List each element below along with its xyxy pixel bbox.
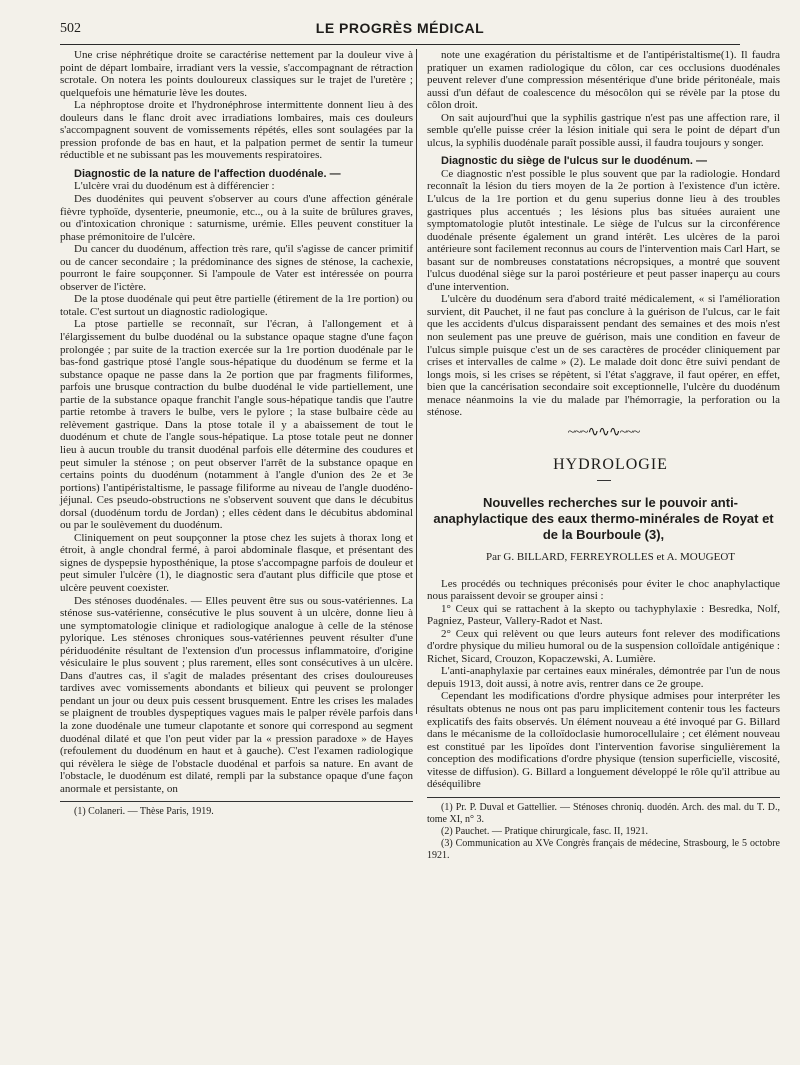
- paragraph: L'ulcère du duodénum sera d'abord traité médicalement, « si l'amélioration survient, dit Pauchet, il ne faut pas conclure à la guérison de l'ulcus, car le fait que les accidents d'ulcus disparaissent pendant des semaines et des mois n'est non seulement pas une preuve de guérison, mais une condition en faveur de l'ulcus simple puisque c'est un de ses caractères de procéder cliniquement par crises et intervalles de calme » (2). Le malade doit donc être suivi pendant de longs mois, si les crises se répètent, si l'état s'aggrave, il faut opérer, en effet, bien que la cancérisation secondaire soit exceptionnelle, l'ulcère du duodénum menace néanmoins la vie du malade par l'hémorragie, la perforation ou la sténose.: [427, 293, 780, 419]
- paragraph: Ce diagnostic n'est possible le plus souvent que par la radiologie. Hondard reconnaît la lésion du tiers moyen de la 2e portion à l'existence d'un ictère. L'ulcus de la 1re portion et du genu superius donne lieu à des troubles gastriques plus accentués ; les lésions plus bas situées auraient une symptomatologie plutôt intestinale. Le siège de l'ulcus sur la circonférence duodénale présente également un grand intérêt. Les ulcères de la paroi antérieure sont facilement reconnus au cours de l'intervention mais Carl Hart, se basant sur de nombreuses constatations nécropsiques, a montré que souvent l'ulcus duodénal siège sur la paroi postérieure et peut passer inaperçu au cours d'une intervention.: [427, 167, 780, 293]
- paragraph: Cliniquement on peut soupçonner la ptose chez les sujets à thorax long et étroit, à angle chondral fermé, à paroi abdominale flasque, et présentant des signes de dyspepsie hyposthénique, la ptose s'accompagne parfois de douleur et peut simuler l'ulcère (1), le diagnostic sera d'autant plus difficile que ptose et ulcère peuvent coexister.: [60, 531, 413, 594]
- footnote: (3) Communication au XVe Congrès français de médecine, Strasbourg, le 5 octobre 1921.: [427, 837, 780, 861]
- paragraph: De la ptose duodénale qui peut être partielle (étirement de la 1re portion) ou totale. C'est surtout un diagnostic radiologique.: [60, 293, 413, 318]
- footnote: (1) Colaneri. — Thèse Paris, 1919.: [74, 806, 214, 818]
- right-column: [427, 49, 780, 1049]
- paragraph: note une exagération du péristaltisme et de l'antipéristaltisme(1). Il faudra pratiquer un examen radiologique du côlon, car ces occlusions duodénales peuvent relever d'une compression mésentérique d'une bride péritonéale, mais aussi d'un défaut de coalescence du mésocôlon qui se révèle par la ptose du côlon droit.: [427, 49, 780, 112]
- footnote: (1) Pr. P. Duval et Gattellier. — Sténoses chroniq. duodén. Arch. des mal. du T. D., tome XI, n° 3.: [427, 801, 780, 825]
- paragraph: L'anti-anaphylaxie par certaines eaux minérales, démontrée par l'un de nous depuis 1913, doit aussi, à notre avis, rentrer dans ce 2e groupe.: [427, 665, 780, 690]
- section-heading: Diagnostic du siège de l'ulcus sur le duodénum. —: [441, 155, 708, 168]
- paragraph: Les procédés ou techniques préconisés pour éviter le choc anaphylactique nous paraissent devoir se grouper ainsi :: [427, 577, 780, 603]
- paragraph: Des sténoses duodénales. — Elles peuvent être sus ou sous-vatériennes. La sténose sus-vatérienne, consécutive le plus souvent à un ulcère, donne lieu à une symptomatologie clinique et radiologique analogue à celle de la sténose pylorique. Les sténoses chroniques sous-vatériennes peuvent résulter d'une périduodénite résultant de l'extension d'un processus inflammatoire, d'origine vésiculaire le plus souvent ; plus rarement, elles sont consécutives à un ulcère. Dans d'autres cas, il s'agit de malades présentant des crises douloureuses tardives avec vomissements abondants et bilieux qui peuvent se prolonger pendant un jour ou deux puis cessent brusquement. Entre les crises les malades se plaignent de troubles dyspeptiques vagues mais le palper révèle parfois dans la zone duodénale une tumeur clapotante et sonore qui correspond au segment duodénal dilaté et que l'on peut vider par la « pression paradoxe » de Hayes (refoulement du duodénum en haut et à gauche). C'est l'examen radiologique qui révèlera le siège de l'obstacle duodénal et parfois sa nature. En avant de l'obstacle, le duodénum est dilaté, rempli par la substance opaque d'une façon anormale et persistante, on: [60, 594, 413, 795]
- paragraph: 1° Ceux qui se rattachent à la skepto ou tachyphylaxie : Besredka, Nolf, Pagniez, Pasteur, Vallery-Radot et Nast.: [427, 602, 780, 628]
- paragraph: La ptose partielle se reconnaît, sur l'écran, à l'allongement et à l'élargissement du bulbe duodénal ou la substance opaque stagne d'une façon prolongée ; par suite de la traction exercée sur la 1re portion duodénale par le bas-fond gastrique ptosé l'angle sous-hépatique du duodénum se ferme et la substance opaque ne passe dans la 2e portion que par fragments filiformes, parfois une brusque contraction du bulbe duodénal le vide partiellement, une partie de la substance opaque franchit l'angle sous-hépatique tandis que l'autre partie retombe à travers le bulbe, vers le pylore ; la stase bulbaire cède au relèvement gastrique. Dans la ptose totale il y a abaissement de tout le duodénum et chute de l'angle sous-hépatique. La ptose totale peut ne donner lieu à aucun trouble du transit duodénal parfois elle détermine des coudures et peut simuler la sténose ; on peut observer l'arrêt de la substance opaque en certains points du duodénum (notamment à l'angle d'union des 2e et 3e portions) l'antipéristaltisme, le passage filiforme au niveau de l'angle duodéno-jéjunal. Ces pseudo-obstructions ne s'observent souvent que dans le décubitus dorsal (duodénum tordu de Jordan) ; elles cèdent dans le décubitus abdominal ou par le soulèvement du duodénum.: [60, 318, 413, 532]
- section-heading: Diagnostic de la nature de l'affection duodénale. —: [74, 167, 341, 180]
- journal-title: LE PROGRÈS MÉDICAL: [315, 20, 485, 36]
- paragraph: 2° Ceux qui relèvent ou que leurs auteurs font relever des modifications d'ordre physique du milieu humoral ou de la suspension colloïdale antigénique : Richet, Sicard, Crouzon, Kopaczewski, A. Lumière.: [427, 627, 780, 665]
- footnote-rule: [60, 801, 413, 802]
- page-header: [60, 18, 740, 45]
- footnote-rule: [427, 797, 780, 798]
- article-title: Nouvelles recherches sur le pouvoir anti-anaphylactique des eaux thermo-minérales de Royat et de la Bourboule (3),: [433, 494, 774, 542]
- left-column: [60, 49, 413, 999]
- paragraph: Du cancer du duodénum, affection très rare, qu'il s'agisse de cancer primitif ou de cancer secondaire ; la prédominance des signes de sténose, la cachexie, pourront le faire soupçonner. Si l'ampoule de Vater est intéressée on pourra observer de l'ictère.: [60, 243, 413, 293]
- column-divider: [416, 49, 417, 714]
- paragraph: La néphroptose droite et l'hydronéphrose intermittente donnent lieu à des douleurs dans le flanc droit avec irradiations lombaires, mais ces douleurs s'accompagnent souvent de vomissements répétés, elles sont soulagées par la pression profonde de bas en haut, et la palpation permet de sentir la tumeur réductible et ne subissant pas les mouvements respiratoires.: [60, 99, 413, 162]
- title-rule: [597, 480, 611, 481]
- section-title: HYDROLOGIE: [553, 456, 668, 474]
- article-authors: Par G. BILLARD, FERREYROLLES et A. MOUGEOT: [485, 550, 736, 563]
- paragraph: Une crise néphrétique droite se caractérise nettement par la douleur vive à point de départ lombaire, irradiant vers la vessie, s'accompagnant de rétraction scrotale. On notera les points douloureux classiques sur le trajet de l'uretère ; quelquefois une hématurie lève les doutes.: [60, 49, 413, 99]
- paragraph: Des duodénites qui peuvent s'observer au cours d'une affection générale fièvre typhoïde, dysenterie, pneumonie, etc.., ou à la suite de brûlures graves, ou d'intoxication chronique : saturnisme, urémie. Elles peuvent constituer la phase prémonitoire de l'ulcère.: [60, 193, 413, 243]
- page-number: 502: [60, 21, 81, 36]
- ornament-divider: ~~~∿∿∿~~~: [567, 424, 640, 440]
- paragraph: Cependant les modifications d'ordre physique admises pour interpréter les résultats obtenus ne nous ont pas paru implicitement contenir tous les facteurs explicatifs des faits observés. Un élément nouveau a été invoqué par G. Billard dans le mécanisme de la colloïdoclasie humorocellulaire ; cet élément nouveau est constitué par les lipoïdes dont l'intervention favorise singulièrement la conception des modifications d'ordre physique (tension superficielle, viscosité, vitesse de diffusion). G. Billard a longuement développé le rôle qu'il attribue au déséquilibre: [427, 690, 780, 791]
- paragraph: On sait aujourd'hui que la syphilis gastrique n'est pas une affection rare, il semble qu'elle puisse créer la lésion initiale qui sera le point de départ d'un ulcus, la syphilis duodénale paraît possible aussi, il faudra toujours y songer.: [427, 111, 780, 149]
- footnote: (2) Pauchet. — Pratique chirurgicale, fasc. II, 1921.: [441, 825, 648, 837]
- paragraph: L'ulcère vrai du duodénum est à différencier :: [74, 180, 275, 193]
